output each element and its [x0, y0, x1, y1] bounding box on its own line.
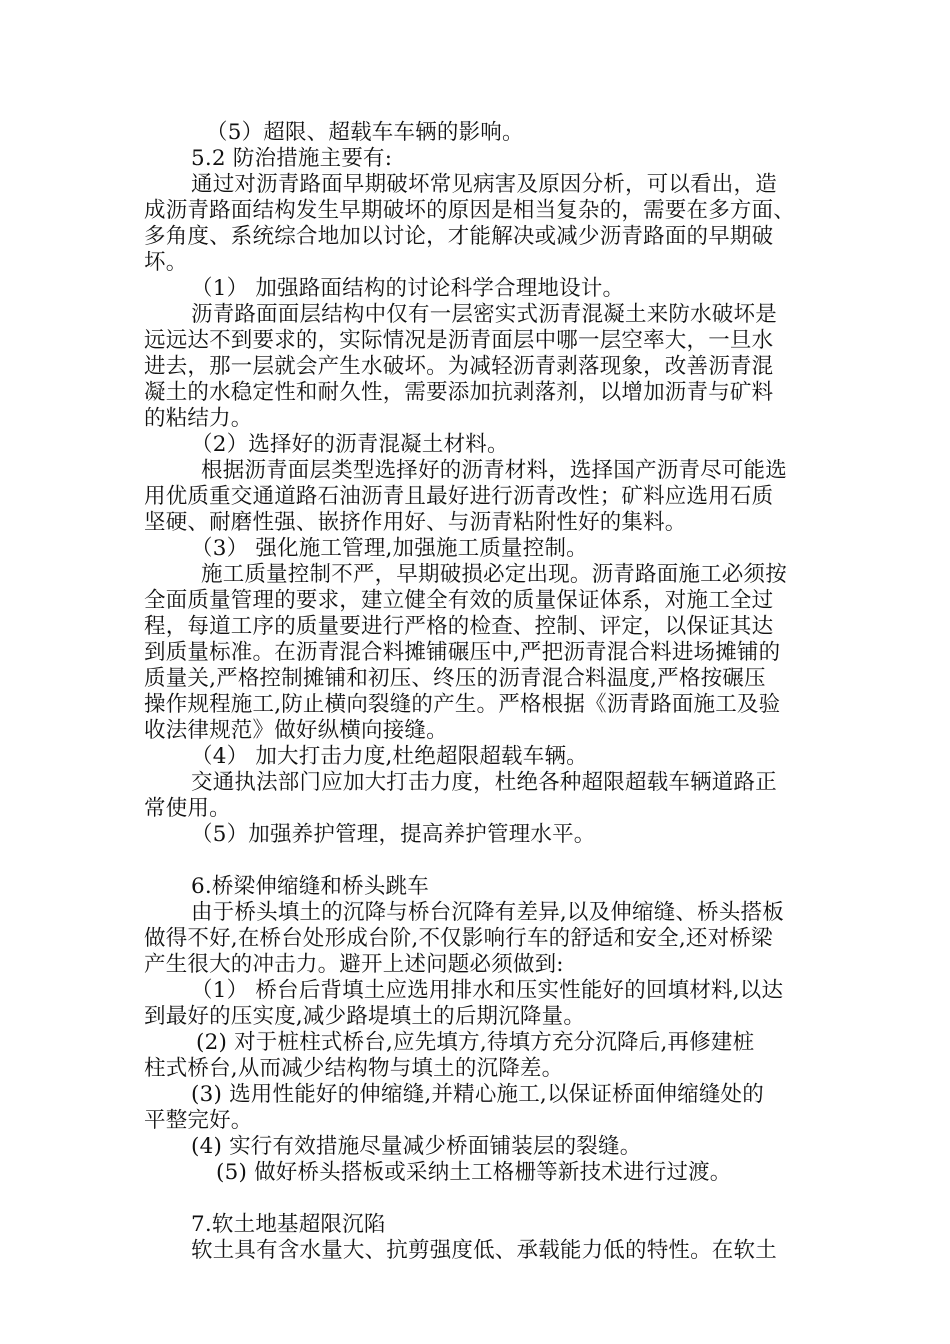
text-line: 程，每道工序的质量要进行严格的检查、控制、评定，以保证其达 — [144, 614, 774, 639]
text-line: 进去，那一层就会产生水破坏。为减轻沥青剥落现象，改善沥青混 — [144, 354, 774, 379]
text-line: （5）超限、超载车车辆的影响。 — [206, 120, 524, 145]
text-line: 到最好的压实度,减少路堤填土的后期沉降量。 — [144, 1004, 586, 1029]
section-heading: 5.2 防治措施主要有: — [191, 146, 393, 171]
text-line: 到质量标准。在沥青混合料摊铺碾压中,严把沥青混合料进场摊铺的 — [144, 640, 781, 665]
text-line: 成沥青路面结构发生早期破坏的原因是相当复杂的，需要在多方面、 — [144, 198, 796, 223]
text-line: 柱式桥台,从而减少结构物与填土的沉降差。 — [144, 1056, 564, 1081]
text-line: 的粘结力。 — [144, 406, 253, 431]
list-item: （1） 加强路面结构的讨论科学合理地设计。 — [191, 276, 625, 301]
list-item: （5）加强养护管理，提高养护管理水平。 — [191, 822, 596, 847]
text-line: 做得不好,在桥台处形成台阶,不仅影响行车的舒适和安全,还对桥梁 — [144, 926, 773, 951]
text-line: 全面质量管理的要求，建立健全有效的质量保证体系，对施工全过 — [144, 588, 774, 613]
list-item: （2）选择好的沥青混凝土材料。 — [191, 432, 509, 457]
text-line: 收法律规范》做好纵横向接缝。 — [144, 718, 448, 743]
text-line: 坚硬、耐磨性强、嵌挤作用好、与沥青粘附性好的集料。 — [144, 510, 687, 535]
text-line: 操作规程施工,防止横向裂缝的产生。严格根据《沥青路面施工及验 — [144, 692, 781, 717]
text-line: 沥青路面面层结构中仅有一层密实式沥青混凝土来防水破坏是 — [191, 302, 777, 327]
list-item: (3) 选用性能好的伸缩缝,并精心施工,以保证桥面伸缩缝处的 — [191, 1082, 764, 1107]
list-item: （4） 加大打击力度,杜绝超限超载车辆。 — [191, 744, 588, 769]
text-line: 产生很大的冲击力。避开上述问题必须做到: — [144, 952, 564, 977]
section-heading: 7.软土地基超限沉陷 — [191, 1212, 386, 1237]
list-item: （1） 桥台后背填土应选用排水和压实性能好的回填材料,以达 — [191, 978, 784, 1003]
text-line: 由于桥头填土的沉降与桥台沉降有差异,以及伸缩缝、桥头搭板 — [191, 900, 784, 925]
text-line: 施工质量控制不严，早期破损必定出现。沥青路面施工必须按 — [201, 562, 787, 587]
text-line: 常使用。 — [144, 796, 231, 821]
text-line: 凝土的水稳定性和耐久性，需要添加抗剥落剂，以增加沥青与矿料 — [144, 380, 774, 405]
section-heading: 6.桥梁伸缩缝和桥头跳车 — [191, 874, 429, 899]
text-line: 根据沥青面层类型选择好的沥青材料，选择国产沥青尽可能选 — [201, 458, 787, 483]
text-line: 质量关,严格控制摊铺和初压、终压的沥青混合料温度,严格按碾压 — [144, 666, 766, 691]
text-line: 坏。 — [144, 250, 188, 275]
text-line: 多角度、系统综合地加以讨论，才能解决或减少沥青路面的早期破 — [144, 224, 774, 249]
text-line: 通过对沥青路面早期破坏常见病害及原因分析，可以看出，造 — [191, 172, 777, 197]
text-line: 远远达不到要求的，实际情况是沥青面层中哪一层空率大，一旦水 — [144, 328, 774, 353]
list-item: (5) 做好桥头搭板或采纳土工格栅等新技术进行过渡。 — [216, 1160, 732, 1185]
list-item: （3） 强化施工管理,加强施工质量控制。 — [191, 536, 588, 561]
list-item: (4) 实行有效措施尽量减少桥面铺装层的裂缝。 — [191, 1134, 642, 1159]
text-line: 平整完好。 — [144, 1108, 253, 1133]
text-line: 交通执法部门应加大打击力度，杜绝各种超限超载车辆道路正 — [191, 770, 777, 795]
text-line: 软土具有含水量大、抗剪强度低、承载能力低的特性。在软土 — [191, 1238, 777, 1263]
text-line: 用优质重交通道路石油沥青且最好进行沥青改性；矿料应选用石质 — [144, 484, 774, 509]
list-item: (2) 对于桩柱式桥台,应先填方,待填方充分沉降后,再修建桩 — [196, 1030, 755, 1055]
